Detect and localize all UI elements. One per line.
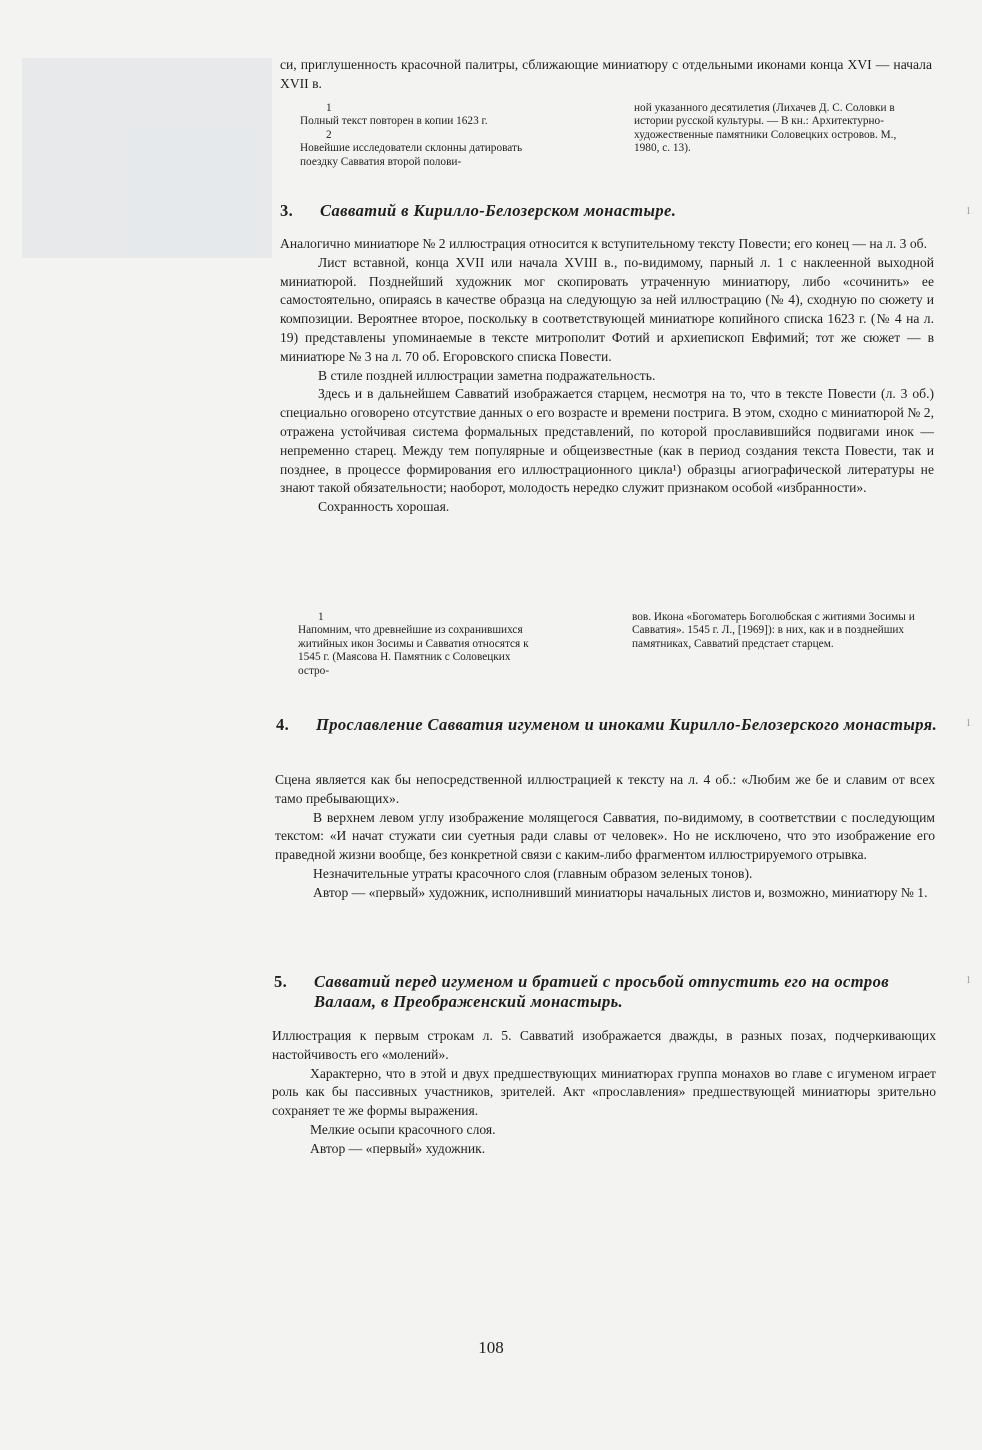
footnote-number: 1	[326, 102, 332, 114]
paragraph: Здесь и в дальнейшем Савватий изображается старцем, несмотря на то, что в тексте Повести (л. 3 об.) специально оговорено отсутствие данных о его возрасте и времени пострига. В этом, сходно с миниатюрой № 2, отражена устойчивая система формальных представлений, по которой прославившийся подвигами инок — непременно старец. Между тем популярные и общеизвестные (как в период создания текста Повести, так и позднее, в процессе формирования его иллюстрационного цикла¹) образцы агиографической литературы не знают такой обязательности; наоборот, молодость нередко служит признаком особой «избранности».	[280, 386, 934, 496]
footnotes-right-2	[632, 611, 922, 651]
footnote-number: 2	[326, 128, 332, 141]
section-3-heading: 3. Савватий в Кирилло-Белозерском монастыре.	[280, 201, 677, 220]
paragraph: Лист вставной, конца XVII или начала XVIII в., по-видимому, парный л. 1 с наклеенной выходной миниатюрой. Позднейший художник мог скопировать утраченную миниатюру, либо «сочинить» ее самостоятельно, опираясь в качестве образца на следующую за ней иллюстрацию (№ 4), сходную по сюжету и композиции. Вероятнее второе, поскольку в соответствующей миниатюре копийного списка 1623 г. (№ 4 на л. 19) представлены упоминаемые в тексте митрополит Фотий и архиепископ Евфимий; тот же сюжет — в миниатюре № 3 на л. 70 об. Егоровского списка Повести.	[280, 254, 934, 364]
section-4-body	[275, 771, 935, 903]
page-discoloration	[22, 58, 272, 258]
footnote-text: Напомним, что древнейшие из сохранившихся житийных икон Зосимы и Савватия относятся к 1545 г. (Маясова Н. Памятник с Соловецких остро-	[298, 624, 529, 677]
paragraph: Сохранность хорошая.	[318, 499, 450, 515]
margin-mark: 1	[966, 718, 971, 729]
section-4-heading: 4. Прославление Савватия игуменом и иноками Кирилло-Белозерского монастыря.	[276, 715, 938, 734]
paragraph: Автор — «первый» художник.	[310, 1140, 486, 1156]
margin-mark: 1	[966, 975, 971, 986]
footnote-text: Новейшие исследователи склонны датировать поездку Савватия второй полови-	[300, 142, 523, 168]
footnote-text: ной указанного десятилетия (Лихачев Д. С. Соловки в истории русской культуры. — В кн.: Архитектурно-художественные памятники Соловецких островов. М., 1980, с. 13).	[634, 102, 897, 155]
footnote-text: Полный текст повторен в копии 1623 г.	[300, 115, 488, 128]
paragraph: Мелкие осыпи красочного слоя.	[310, 1121, 496, 1137]
footnote-number: 1	[318, 611, 324, 623]
footnotes-left-1	[300, 102, 562, 169]
section-5-heading: 5. Савватий перед игуменом и братией с просьбой отпустить его на остров Валаам, в Преображенский монастырь.	[274, 972, 890, 1011]
paragraph: Иллюстрация к первым строкам л. 5. Савватий изображается дважды, в разных позах, подчеркивающих настойчивость его «молений».	[272, 1028, 936, 1062]
paragraph: Сцена является как бы непосредственной иллюстрацией к тексту на л. 4 об.: «Любим же бе и славим от всех тамо пребывающих».	[275, 772, 935, 806]
continuation-text: си, приглушенность красочной палитры, сближающие миниатюру с отдельными иконами конца XVI — начала XVII в.	[280, 57, 932, 91]
paragraph: В верхнем левом углу изображение молящегося Савватия, по-видимому, в соответствии с последующим текстом: «И начат стужати сии суетныя ради славы от человек». Но не исключено, что это изображение его праведной жизни вообще, без конкретной связи с каким-либо фрагментом иллюстрируемого отрывка.	[275, 809, 935, 863]
section-3-body	[280, 235, 934, 517]
paragraph: Аналогично миниатюре № 2 иллюстрация относится к вступительному тексту Повести; его конец — на л. 3 об.	[280, 236, 927, 251]
margin-mark: 1	[966, 206, 971, 217]
section-5-body	[272, 1027, 936, 1159]
footnotes-right-1	[634, 102, 906, 156]
paragraph: В стиле поздней иллюстрации заметна подражательность.	[318, 367, 656, 383]
paragraph: Незначительные утраты красочного слоя (главным образом зеленых тонов).	[313, 865, 753, 881]
page-number: 108	[478, 1338, 504, 1357]
paragraph: Автор — «первый» художник, исполнивший миниатюры начальных листов и, возможно, миниатюру № 1.	[313, 884, 928, 900]
footnotes-left-2	[298, 611, 538, 678]
footnote-text: вов. Икона «Богоматерь Боголюбская с житиями Зосимы и Савватия». 1545 г. Л., [1969]): в них, как и в позднейших памятниках, Савватий предстает старцем.	[632, 611, 915, 650]
paragraph: Характерно, что в этой и двух предшествующих миниатюрах группа монахов во главе с игуменом играет роль как бы пассивных участников, зрителей. Акт «прославления» предшествующей миниатюры зрительно сохраняет те же формы выражения.	[272, 1065, 936, 1119]
